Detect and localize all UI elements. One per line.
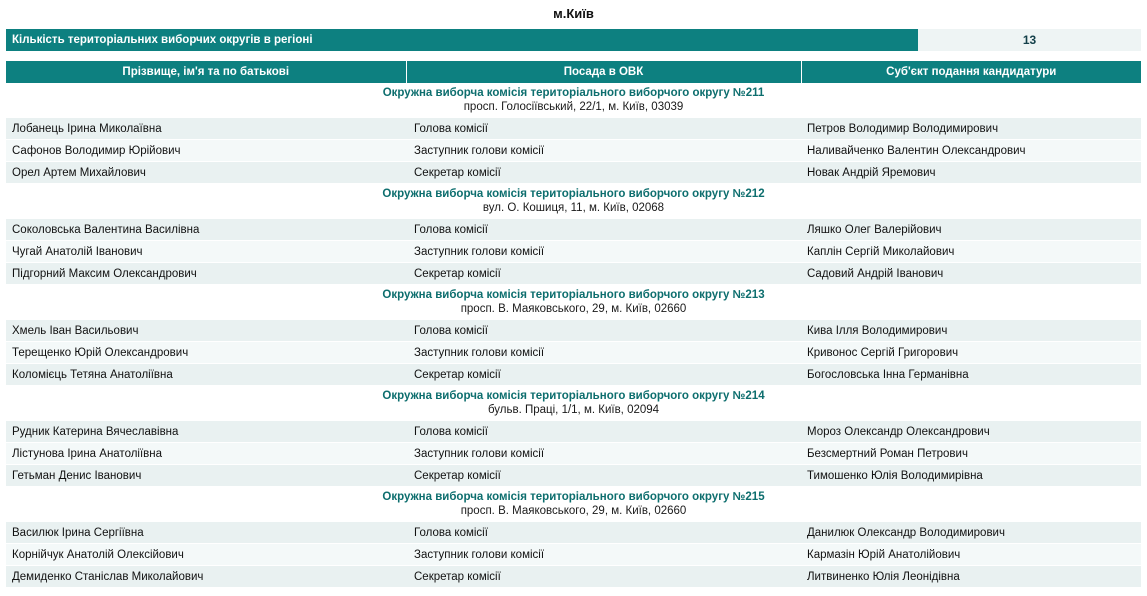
district-header-cell	[6, 285, 1141, 321]
member-name: Підгорний Максим Олександрович	[6, 263, 406, 285]
member-name: Хмель Іван Васильович	[6, 320, 406, 342]
district-header-cell	[6, 487, 1141, 523]
table-row	[6, 320, 1141, 342]
table-row	[6, 342, 1141, 364]
member-position: Заступник голови комісії	[406, 241, 801, 263]
table-row	[6, 364, 1141, 386]
district-name: Окружна виборча комісія територіального виборчого округу №215	[382, 491, 765, 503]
district-address: просп. Голосіївський, 22/1, м. Київ, 03039	[463, 101, 684, 113]
member-name: Гетьман Денис Іванович	[6, 465, 406, 487]
district-name: Окружна виборча комісія територіального виборчого округу №213	[382, 289, 765, 301]
summary-label: Кількість територіальних виборчих округів в регіоні	[6, 29, 918, 51]
member-name: Демиденко Станіслав Миколайович	[6, 566, 406, 588]
table-header	[6, 61, 1141, 83]
table-row	[6, 421, 1141, 443]
district-address: просп. В. Маяковського, 29, м. Київ, 02660	[460, 303, 687, 315]
member-name: Коломієць Тетяна Анатоліївна	[6, 364, 406, 386]
table-row	[6, 162, 1141, 184]
member-name: Корнійчук Анатолій Олексійович	[6, 544, 406, 566]
district-name: Окружна виборча комісія територіального виборчого округу №212	[382, 188, 765, 200]
table-row	[6, 118, 1141, 140]
member-subject: Наливайченко Валентин Олександрович	[801, 140, 1141, 162]
member-subject: Мороз Олександр Олександрович	[801, 421, 1141, 443]
member-subject: Литвиненко Юлія Леонідівна	[801, 566, 1141, 588]
district-address: просп. В. Маяковського, 29, м. Київ, 02660	[460, 505, 687, 517]
member-position: Голова комісії	[406, 320, 801, 342]
member-position: Голова комісії	[406, 522, 801, 544]
table-body	[6, 83, 1141, 588]
table-row	[6, 465, 1141, 487]
member-name: Соколовська Валентина Василівна	[6, 219, 406, 241]
member-name: Лістунова Ірина Анатоліївна	[6, 443, 406, 465]
district-header-row	[6, 184, 1141, 220]
member-position: Секретар комісії	[406, 465, 801, 487]
table-row	[6, 443, 1141, 465]
table-row	[6, 522, 1141, 544]
member-position: Секретар комісії	[406, 364, 801, 386]
member-subject: Новак Андрій Яремович	[801, 162, 1141, 184]
district-name: Окружна виборча комісія територіального виборчого округу №214	[382, 390, 765, 402]
table-row	[6, 140, 1141, 162]
district-header-row	[6, 285, 1141, 321]
district-name: Окружна виборча комісія територіального виборчого округу №211	[382, 87, 765, 99]
member-position: Голова комісії	[406, 118, 801, 140]
member-position: Заступник голови комісії	[406, 342, 801, 364]
member-subject: Кармазін Юрій Анатолійович	[801, 544, 1141, 566]
district-header-row	[6, 487, 1141, 523]
member-position: Секретар комісії	[406, 566, 801, 588]
table-row	[6, 263, 1141, 285]
table-header-row	[6, 61, 1141, 83]
district-header-cell	[6, 184, 1141, 220]
district-header-cell	[6, 83, 1141, 118]
member-subject: Кривонос Сергій Григорович	[801, 342, 1141, 364]
member-name: Орел Артем Михайлович	[6, 162, 406, 184]
member-subject: Тимошенко Юлія Володимирівна	[801, 465, 1141, 487]
member-name: Сафонов Володимир Юрійович	[6, 140, 406, 162]
region-summary	[6, 29, 1141, 51]
member-position: Голова комісії	[406, 421, 801, 443]
member-name: Рудник Катерина Вячеславівна	[6, 421, 406, 443]
member-subject: Богословська Інна Германівна	[801, 364, 1141, 386]
member-position: Заступник голови комісії	[406, 443, 801, 465]
table-row	[6, 241, 1141, 263]
page-title: м.Київ	[553, 6, 594, 21]
district-header-row	[6, 83, 1141, 118]
district-header-row	[6, 386, 1141, 422]
column-header-position: Посада в ОВК	[406, 61, 801, 83]
member-subject: Петров Володимир Володимирович	[801, 118, 1141, 140]
member-subject: Ляшко Олег Валерійович	[801, 219, 1141, 241]
district-address: бульв. Праці, 1/1, м. Київ, 02094	[487, 404, 660, 416]
member-name: Терещенко Юрій Олександрович	[6, 342, 406, 364]
member-position: Секретар комісії	[406, 162, 801, 184]
column-header-name: Прізвище, ім'я та по батькові	[6, 61, 406, 83]
member-subject: Безсмертний Роман Петрович	[801, 443, 1141, 465]
table-row	[6, 544, 1141, 566]
member-subject: Данилюк Олександр Володимирович	[801, 522, 1141, 544]
member-name: Лобанець Ірина Миколаївна	[6, 118, 406, 140]
member-name: Чугай Анатолій Іванович	[6, 241, 406, 263]
district-address: вул. О. Кошиця, 11, м. Київ, 02068	[482, 202, 665, 214]
summary-value: 13	[918, 29, 1141, 51]
member-position: Секретар комісії	[406, 263, 801, 285]
member-subject: Каплін Сергій Миколайович	[801, 241, 1141, 263]
member-position: Заступник голови комісії	[406, 140, 801, 162]
member-position: Голова комісії	[406, 219, 801, 241]
district-header-cell	[6, 386, 1141, 422]
table-row	[6, 219, 1141, 241]
commissions-table	[6, 61, 1141, 588]
member-position: Заступник голови комісії	[406, 544, 801, 566]
member-name: Василюк Ірина Сергіївна	[6, 522, 406, 544]
table-row	[6, 566, 1141, 588]
member-subject: Садовий Андрій Іванович	[801, 263, 1141, 285]
member-subject: Кива Ілля Володимирович	[801, 320, 1141, 342]
column-header-subject: Суб'єкт подання кандидатури	[801, 61, 1141, 83]
